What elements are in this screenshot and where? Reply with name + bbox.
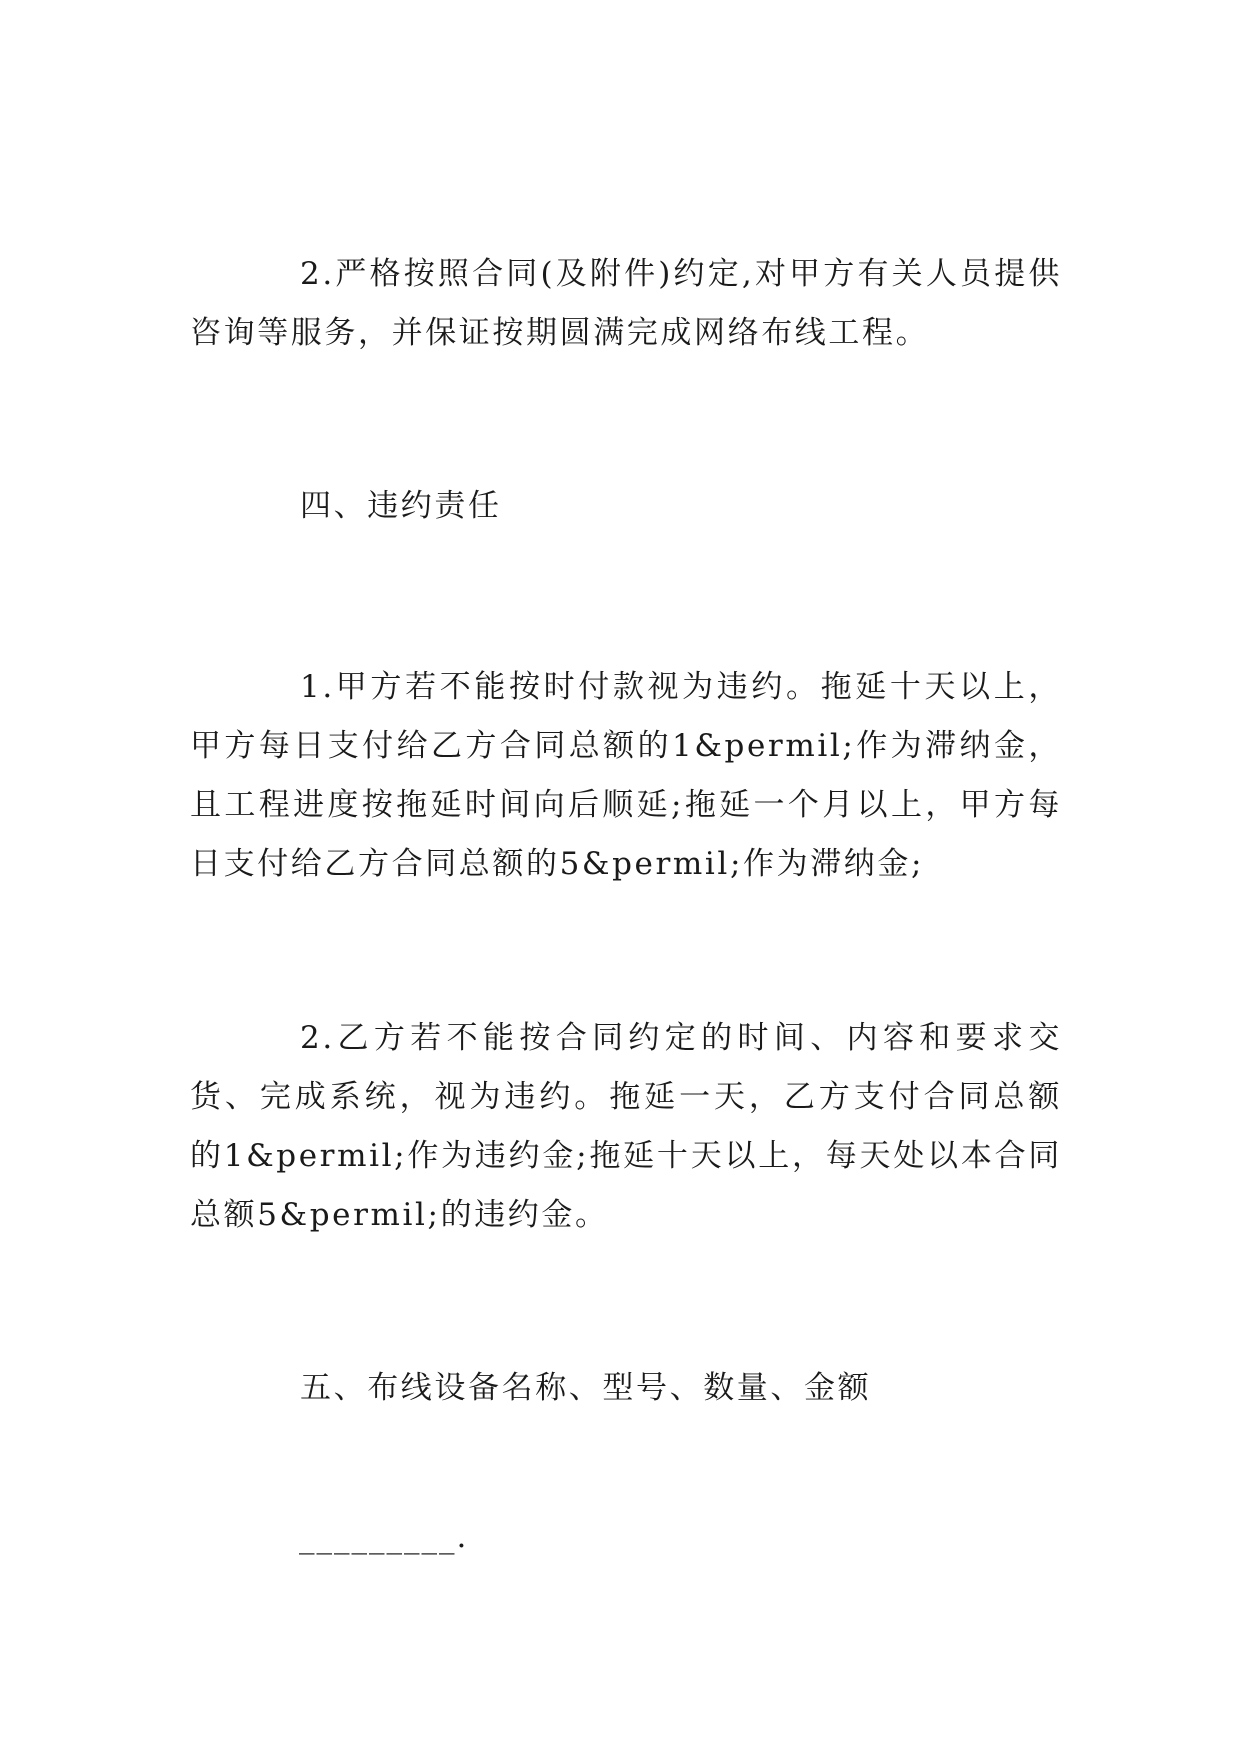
section-heading-equipment: 五、布线设备名称、型号、数量、金额: [300, 1370, 872, 1406]
paragraph-service-obligation: 2.严格按照合同(及附件)约定,对甲方有关人员提供咨询等服务，并保证按期圆满完成网络布线工程。: [190, 256, 1062, 351]
fill-in-blank-line: _________.: [299, 1519, 469, 1555]
paragraph-party-a-breach: 1.甲方若不能按时付款视为违约。拖延十天以上，甲方每日支付给乙方合同总额的1&permil;作为滞纳金，且工程进度按拖延时间向后顺延;拖延一个月以上，甲方每日支付给乙方合同总额的5&permil;作为滞纳金;: [190, 669, 1062, 882]
section-heading-breach-liability: 四、违约责任: [300, 488, 502, 524]
paragraph-party-b-breach: 2.乙方若不能按合同约定的时间、内容和要求交货、完成系统，视为违约。拖延一天，乙方支付合同总额的1&permil;作为违约金;拖延十天以上，每天处以本合同总额5&permil;的违约金。: [190, 1020, 1062, 1233]
